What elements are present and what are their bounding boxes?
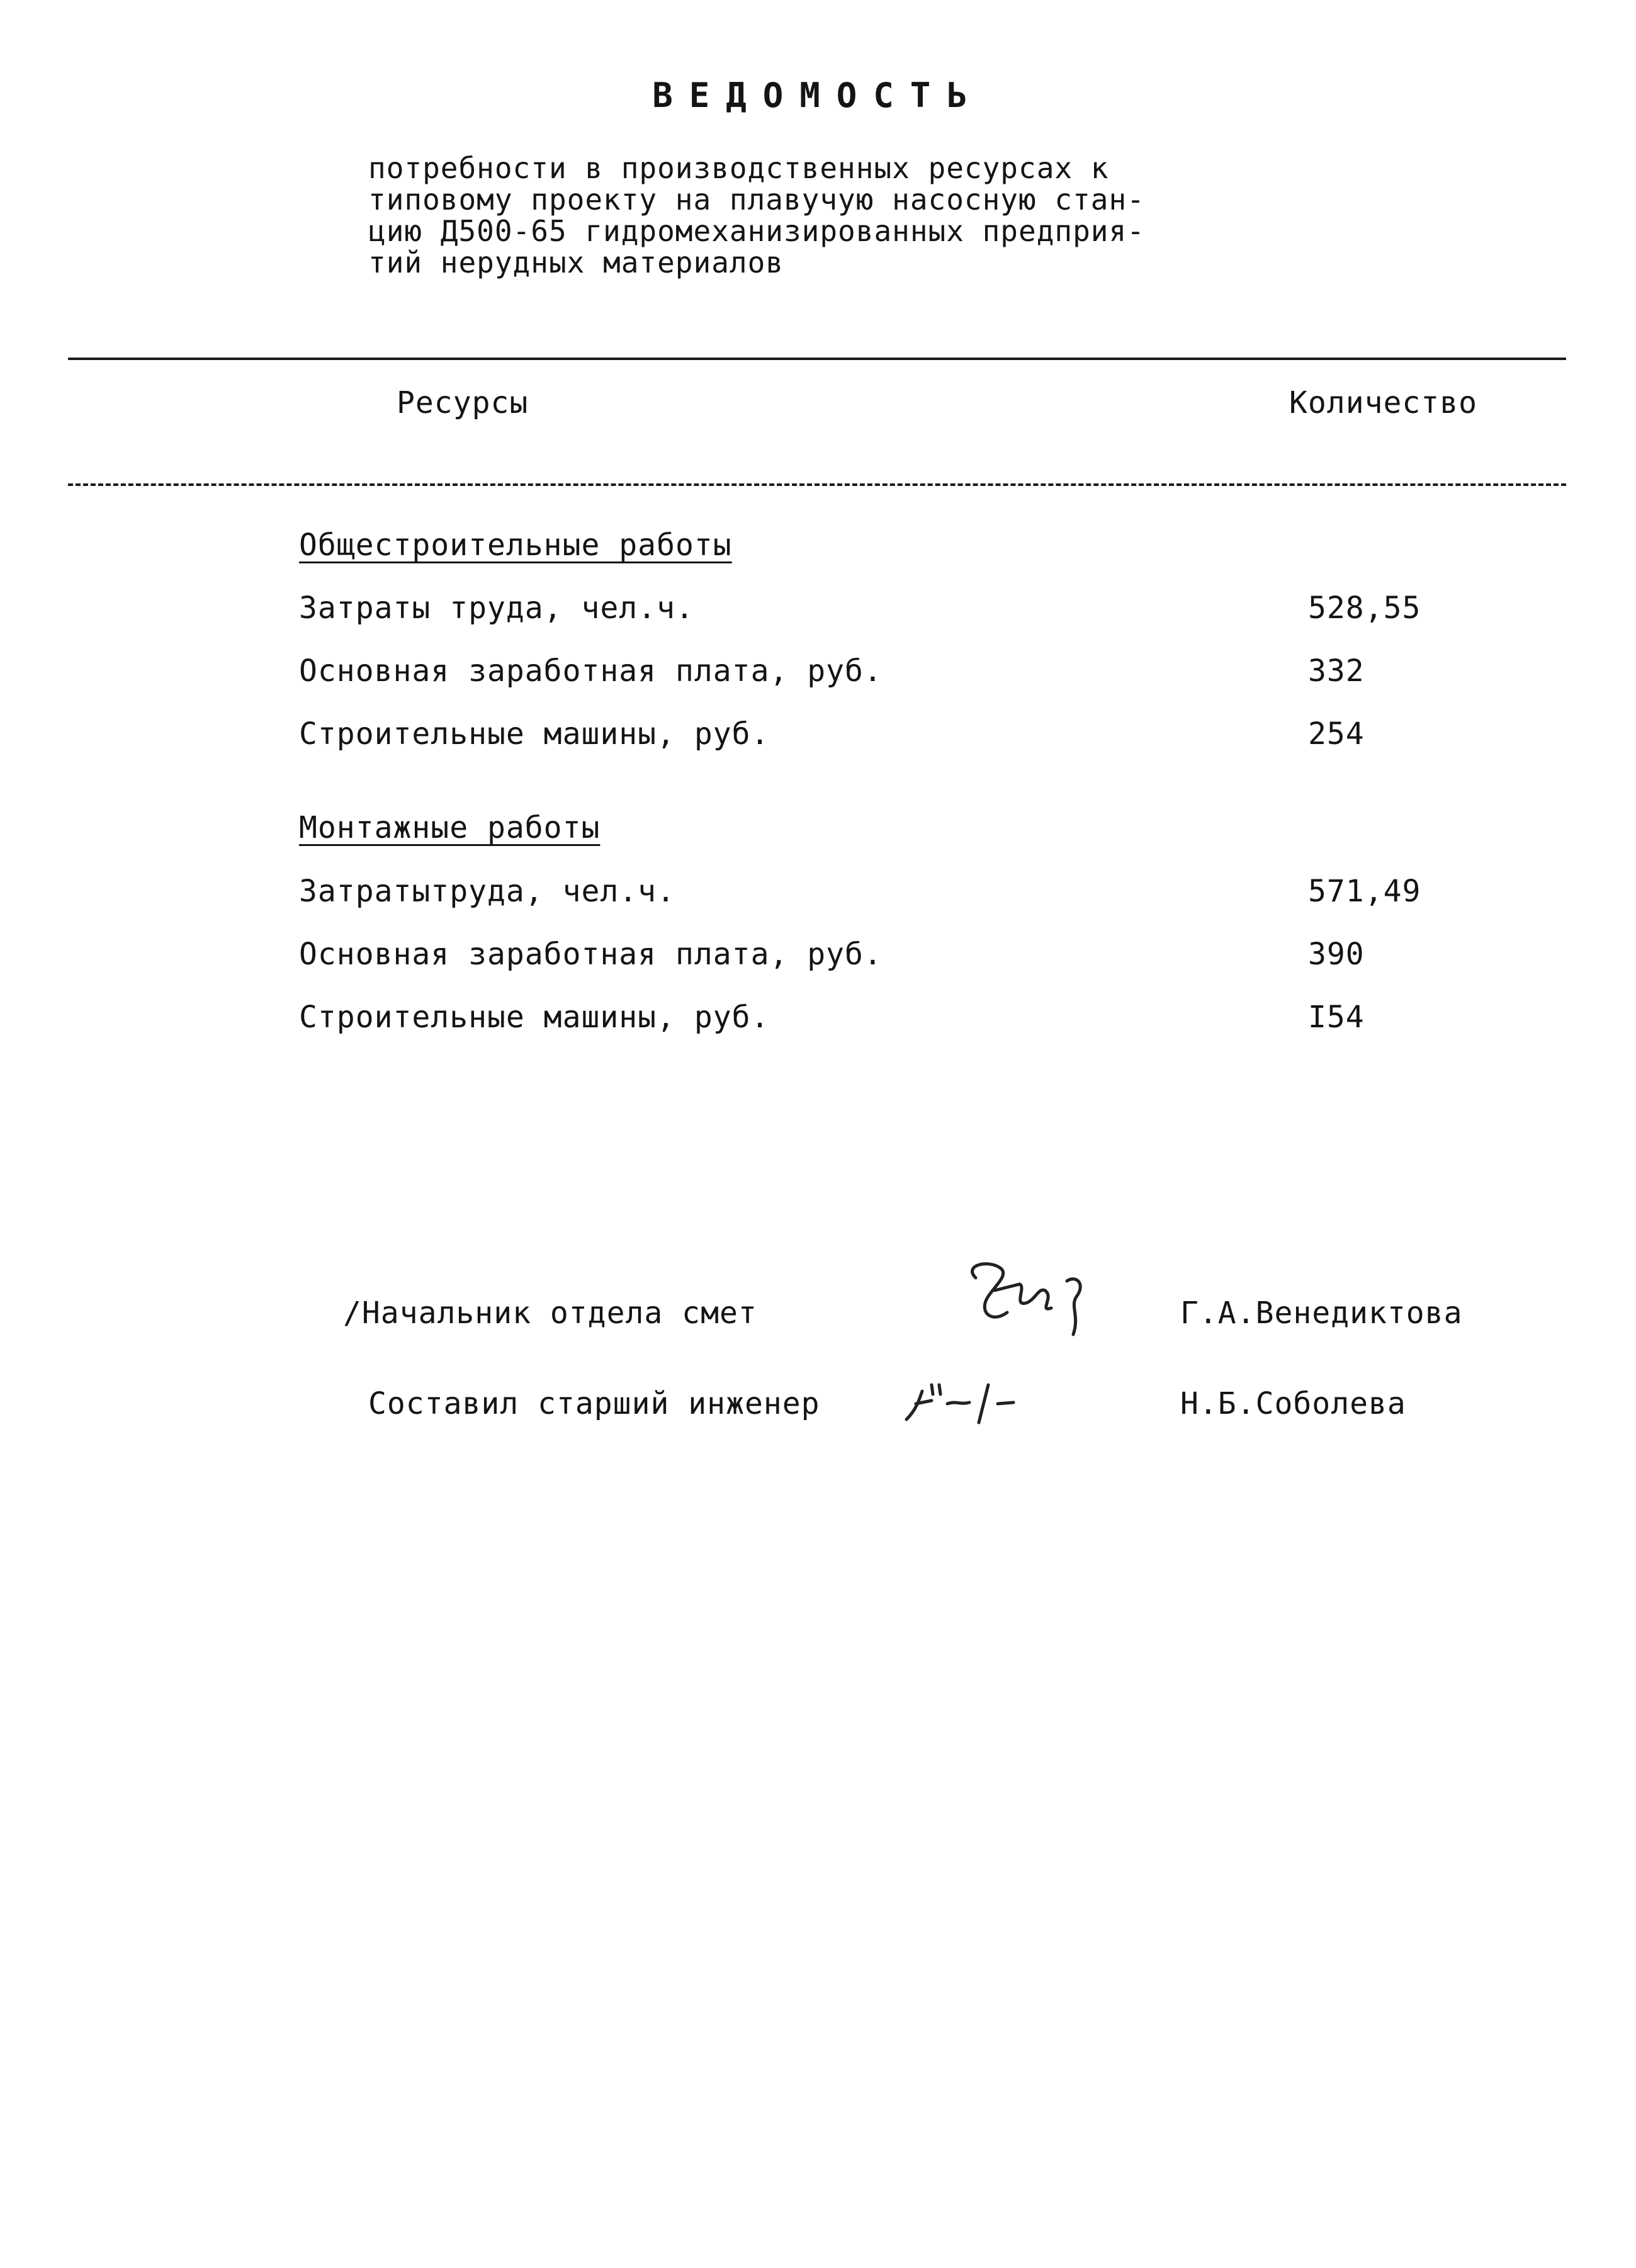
table-top-rule — [68, 358, 1566, 360]
signature-name-head: Г.А.Венедиктова — [1180, 1295, 1463, 1331]
column-header-quantity: Количество — [1289, 385, 1477, 420]
signature-name-compiler: Н.Б.Соболева — [1180, 1386, 1406, 1421]
table-row-label: Затратытруда, чел.ч. — [299, 874, 675, 909]
table-header-rule — [68, 483, 1566, 486]
table-row-label: Затраты труда, чел.ч. — [299, 590, 694, 626]
signature-role-head: /Начальник отдела смет — [343, 1295, 757, 1331]
document-subtitle: потребности в производственных ресурсах к типовому проекту на плавучую насосную стан- цию Д500-65 гидромеханизированных предприя- тий нерудных материалов — [368, 151, 1145, 279]
table-row-value: 528,55 — [1308, 590, 1421, 626]
table-row-label: Строительные машины, руб. — [299, 716, 770, 752]
table-row-label: Строительные машины, руб. — [299, 1000, 770, 1035]
section-title-general-construction: Общестроительные работы — [299, 528, 732, 563]
column-header-resources: Ресурсы — [397, 385, 529, 420]
table-row-value: 571,49 — [1308, 874, 1421, 909]
handwritten-signature-compiler — [894, 1366, 1032, 1435]
table-row-value: 390 — [1308, 937, 1365, 972]
table-row-label: Основная заработная плата, руб. — [299, 937, 883, 972]
signature-role-compiler: Составил старший инженер — [368, 1386, 820, 1421]
document-title: ВЕДОМОСТЬ — [652, 76, 984, 115]
table-row-value: 254 — [1308, 716, 1365, 752]
table-row-value: 332 — [1308, 653, 1365, 689]
handwritten-signature-head — [951, 1253, 1102, 1347]
table-row-value: I54 — [1308, 1000, 1365, 1035]
section-title-installation: Монтажные работы — [299, 810, 601, 845]
table-row-label: Основная заработная плата, руб. — [299, 653, 883, 689]
